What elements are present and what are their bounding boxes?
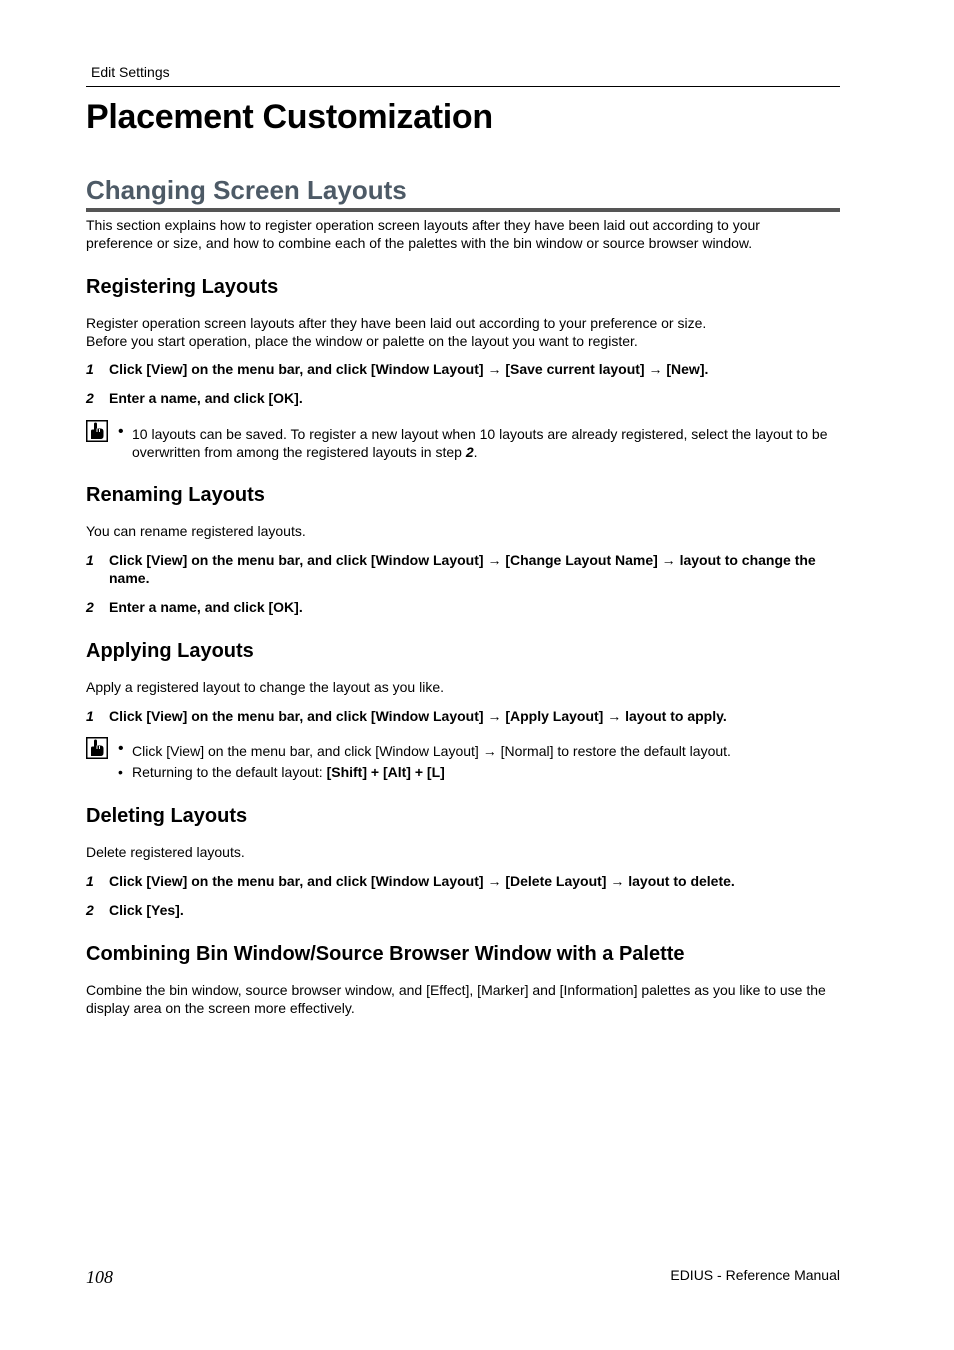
step-text bbox=[109, 551, 840, 587]
heading-registering-layouts: Registering Layouts bbox=[86, 276, 279, 298]
running-header: Edit Settings bbox=[91, 64, 170, 80]
step-number: 1 bbox=[86, 708, 94, 724]
section-title: Changing Screen Layouts bbox=[86, 175, 407, 205]
registering-paragraph-1: Register operation screen layouts after they have been laid out according to your preference or size. bbox=[86, 315, 707, 331]
bullet-mark: • bbox=[118, 764, 123, 780]
step-text: Enter a name, and click [OK]. bbox=[109, 390, 303, 406]
applying-paragraph-1: Apply a registered layout to change the layout as you like. bbox=[86, 679, 444, 695]
note-step-reference: 2 bbox=[465, 444, 474, 460]
footer-manual-title: EDIUS - Reference Manual bbox=[670, 1267, 840, 1283]
note-text bbox=[132, 425, 838, 461]
deleting-paragraph-1: Delete registered layouts. bbox=[86, 844, 245, 860]
bullet-mark: • bbox=[118, 740, 124, 757]
note-text bbox=[132, 763, 838, 781]
page-title: Placement Customization bbox=[86, 98, 493, 136]
hand-pointing-note-icon bbox=[86, 420, 108, 442]
step-number: 2 bbox=[86, 390, 94, 406]
combining-paragraph-line-1: Combine the bin window, source browser window, and [Effect], [Marker] and [Information] palettes as you like to use the bbox=[86, 982, 826, 998]
registering-paragraph-2: Before you start operation, place the window or palette on the layout you want to register. bbox=[86, 333, 638, 349]
step-number: 1 bbox=[86, 552, 94, 568]
note-text: Click [View] on the menu bar, and click [Window Layout] → [Normal] to restore the default layout. bbox=[132, 743, 731, 759]
hand-pointing-note-icon bbox=[86, 737, 108, 759]
note-period: . bbox=[473, 444, 478, 460]
step-number: 2 bbox=[86, 599, 94, 615]
header-rule bbox=[86, 86, 840, 87]
step-text-line-1: Click [View] on the menu bar, and click [Window Layout] → [Change Layout Name] → layout to change the bbox=[109, 552, 816, 568]
step-text: Enter a name, and click [OK]. bbox=[109, 599, 303, 615]
step-text: Click [Yes]. bbox=[109, 902, 184, 918]
step-text: Click [View] on the menu bar, and click [Window Layout] → [Apply Layout] → layout to apply. bbox=[109, 708, 727, 724]
section-intro-line-1: This section explains how to register operation screen layouts after they have been laid out according to your bbox=[86, 217, 760, 233]
note-text-plain: Returning to the default layout: bbox=[132, 764, 327, 780]
heading-deleting-layouts: Deleting Layouts bbox=[86, 805, 248, 827]
step-text: Click [View] on the menu bar, and click [Window Layout] → [Delete Layout] → layout to delete. bbox=[109, 873, 735, 889]
step-text-line-2: name. bbox=[109, 570, 150, 586]
bullet-mark: • bbox=[118, 423, 124, 440]
combining-paragraph-line-2: display area on the screen more effectively. bbox=[86, 1000, 355, 1016]
keyboard-shortcut: [Shift] + [Alt] + [L] bbox=[326, 764, 445, 780]
note-line-1: 10 layouts can be saved. To register a new layout when 10 layouts are already registered, select the layout to be bbox=[132, 426, 828, 442]
step-number: 2 bbox=[86, 902, 94, 918]
heading-applying-layouts: Applying Layouts bbox=[86, 640, 254, 662]
step-text: Click [View] on the menu bar, and click [Window Layout] → [Save current layout] → [New]. bbox=[109, 361, 709, 377]
heading-renaming-layouts: Renaming Layouts bbox=[86, 484, 265, 506]
page-number: 108 bbox=[86, 1267, 113, 1287]
renaming-paragraph-1: You can rename registered layouts. bbox=[86, 523, 306, 539]
step-number: 1 bbox=[86, 873, 94, 889]
heading-combining-windows: Combining Bin Window/Source Browser Window with a Palette bbox=[86, 943, 685, 965]
note-line-2: overwritten from among the registered layouts in step bbox=[132, 444, 466, 460]
section-intro-line-2: preference or size, and how to combine each of the palettes with the bin window or source browser window. bbox=[86, 235, 753, 251]
step-number: 1 bbox=[86, 361, 94, 377]
section-rule bbox=[86, 208, 840, 212]
